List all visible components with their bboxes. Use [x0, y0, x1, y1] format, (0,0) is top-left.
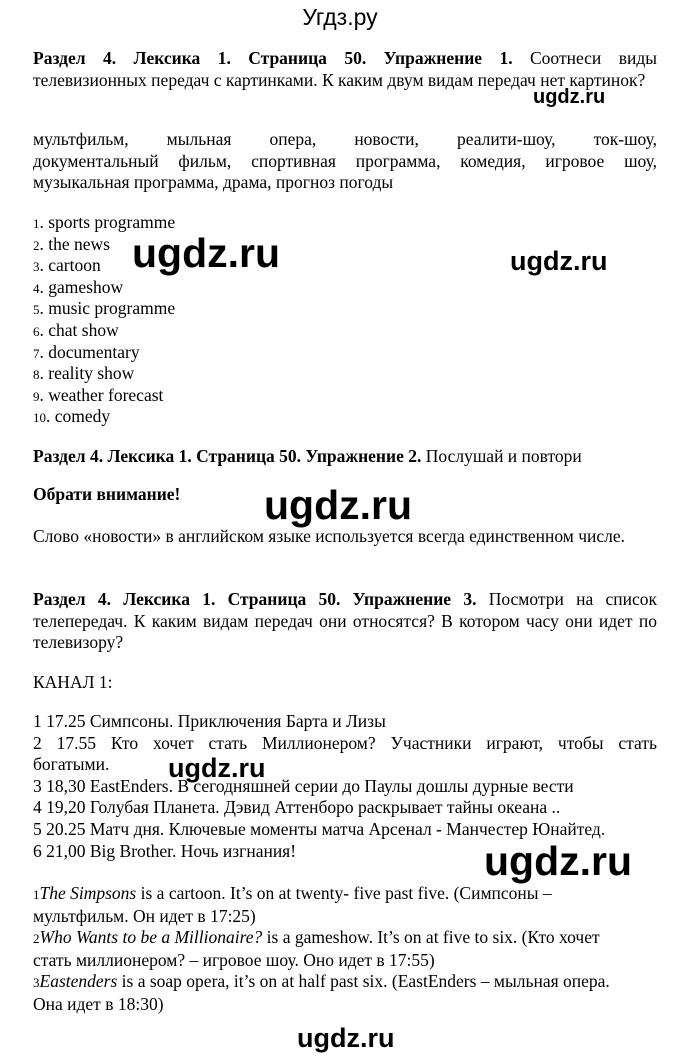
list-item: 5. music programme — [33, 298, 176, 319]
schedule-item: 4 19,20 Голубая Планета. Дэвид Аттенборо раскрывает тайны океана .. — [33, 797, 561, 818]
channel-label: КАНАЛ 1: — [33, 672, 113, 692]
answer-line: 1The Simpsons is a cartoon. It’s on at twenty- five past five. (Симпсоны – — [33, 883, 552, 903]
list-item: 3. cartoon — [33, 255, 101, 276]
exercise-3-answers — [33, 883, 657, 1015]
site-title[interactable]: Угдз.ру — [302, 4, 378, 30]
watermark: ugdz.ru — [168, 753, 266, 783]
answer-line: мультфильм. Он идет в 17:25) — [33, 905, 256, 926]
list-item: 10. comedy — [33, 406, 111, 427]
list-item: 8. reality show — [33, 363, 135, 384]
watermark: ugdz.ru — [484, 838, 633, 884]
schedule-item: 6 21,00 Big Brother. Ночь изгнания! — [33, 840, 297, 861]
list-item: 4. gameshow — [33, 276, 124, 297]
answer-line: Она идет в 18:30) — [33, 993, 164, 1014]
word-bank-line: мультфильм, мыльная опера, новости, реалити-шоу, ток-шоу, — [33, 129, 657, 149]
list-item: 9. weather forecast — [33, 384, 164, 405]
exercise-1-word-bank — [33, 129, 657, 194]
list-item: 7. documentary — [33, 341, 140, 362]
exercise-1-instruction: Соотнеси виды телевизионных передач с картинками. К каким двум видам передач нет картинок? — [33, 48, 657, 90]
watermark: ugdz.ru — [510, 246, 608, 276]
schedule-item: богатыми. — [33, 754, 110, 775]
exercise-2-text — [33, 446, 657, 468]
exercise-3-text — [33, 589, 657, 654]
note-text: Слово «новости» в английском языке используется всегда единственном числе. — [33, 526, 626, 546]
exercise-1-heading: Раздел 4. Лексика 1. Страница 50. Упражнение 1. — [33, 48, 513, 68]
answer-line: стать миллионером? – игровое шоу. Оно идет в 17:55) — [33, 949, 435, 970]
watermark: ugdz.ru — [132, 230, 281, 276]
watermark: ugdz.ru — [297, 1023, 395, 1053]
exercise-2-instruction: Послушай и повтори — [425, 446, 582, 466]
note-heading: Обрати внимание! — [33, 484, 181, 504]
watermark: ugdz.ru — [264, 482, 413, 528]
exercise-3-instruction: Посмотри на список телепередач. К каким видам передач они относятся? В котором часу они идет по телевизору? — [33, 589, 658, 652]
answer-line: 2Who Wants to be a Millionaire? is a gameshow. It’s on at five to six. (Кто хочет — [33, 927, 600, 947]
word-bank-line: документальный фильм, спортивная программа, комедия, игровое шоу, — [33, 150, 657, 171]
schedule-item: 5 20.25 Матч дня. Ключевые моменты матча Арсенал - Манчестер Юнайтед. — [33, 818, 606, 839]
list-item: 2. the news — [33, 233, 110, 254]
schedule-item: 1 17.25 Симпсоны. Приключения Барта и Лизы — [33, 711, 386, 731]
exercise-2-heading: Раздел 4. Лексика 1. Страница 50. Упражнение 2. — [33, 446, 422, 466]
answer-line: 3Eastenders is a soap opera, it’s on at half past six. (EastEnders – мыльная опера. — [33, 971, 610, 991]
exercise-3-heading: Раздел 4. Лексика 1. Страница 50. Упражнение 3. — [33, 589, 477, 609]
schedule-item: 2 17.55 Кто хочет стать Миллионером? Участники играют, чтобы стать — [33, 732, 657, 753]
list-item: 6. chat show — [33, 319, 119, 340]
schedule-item: 3 18,30 EastEnders. В сегодняшней серии до Паулы дошлы дурные вести — [33, 775, 574, 796]
list-item: 1. sports programme — [33, 212, 176, 232]
word-bank-line: музыкальная программа, драма, прогноз погоды — [33, 172, 394, 192]
watermark: ugdz.ru — [533, 86, 606, 108]
